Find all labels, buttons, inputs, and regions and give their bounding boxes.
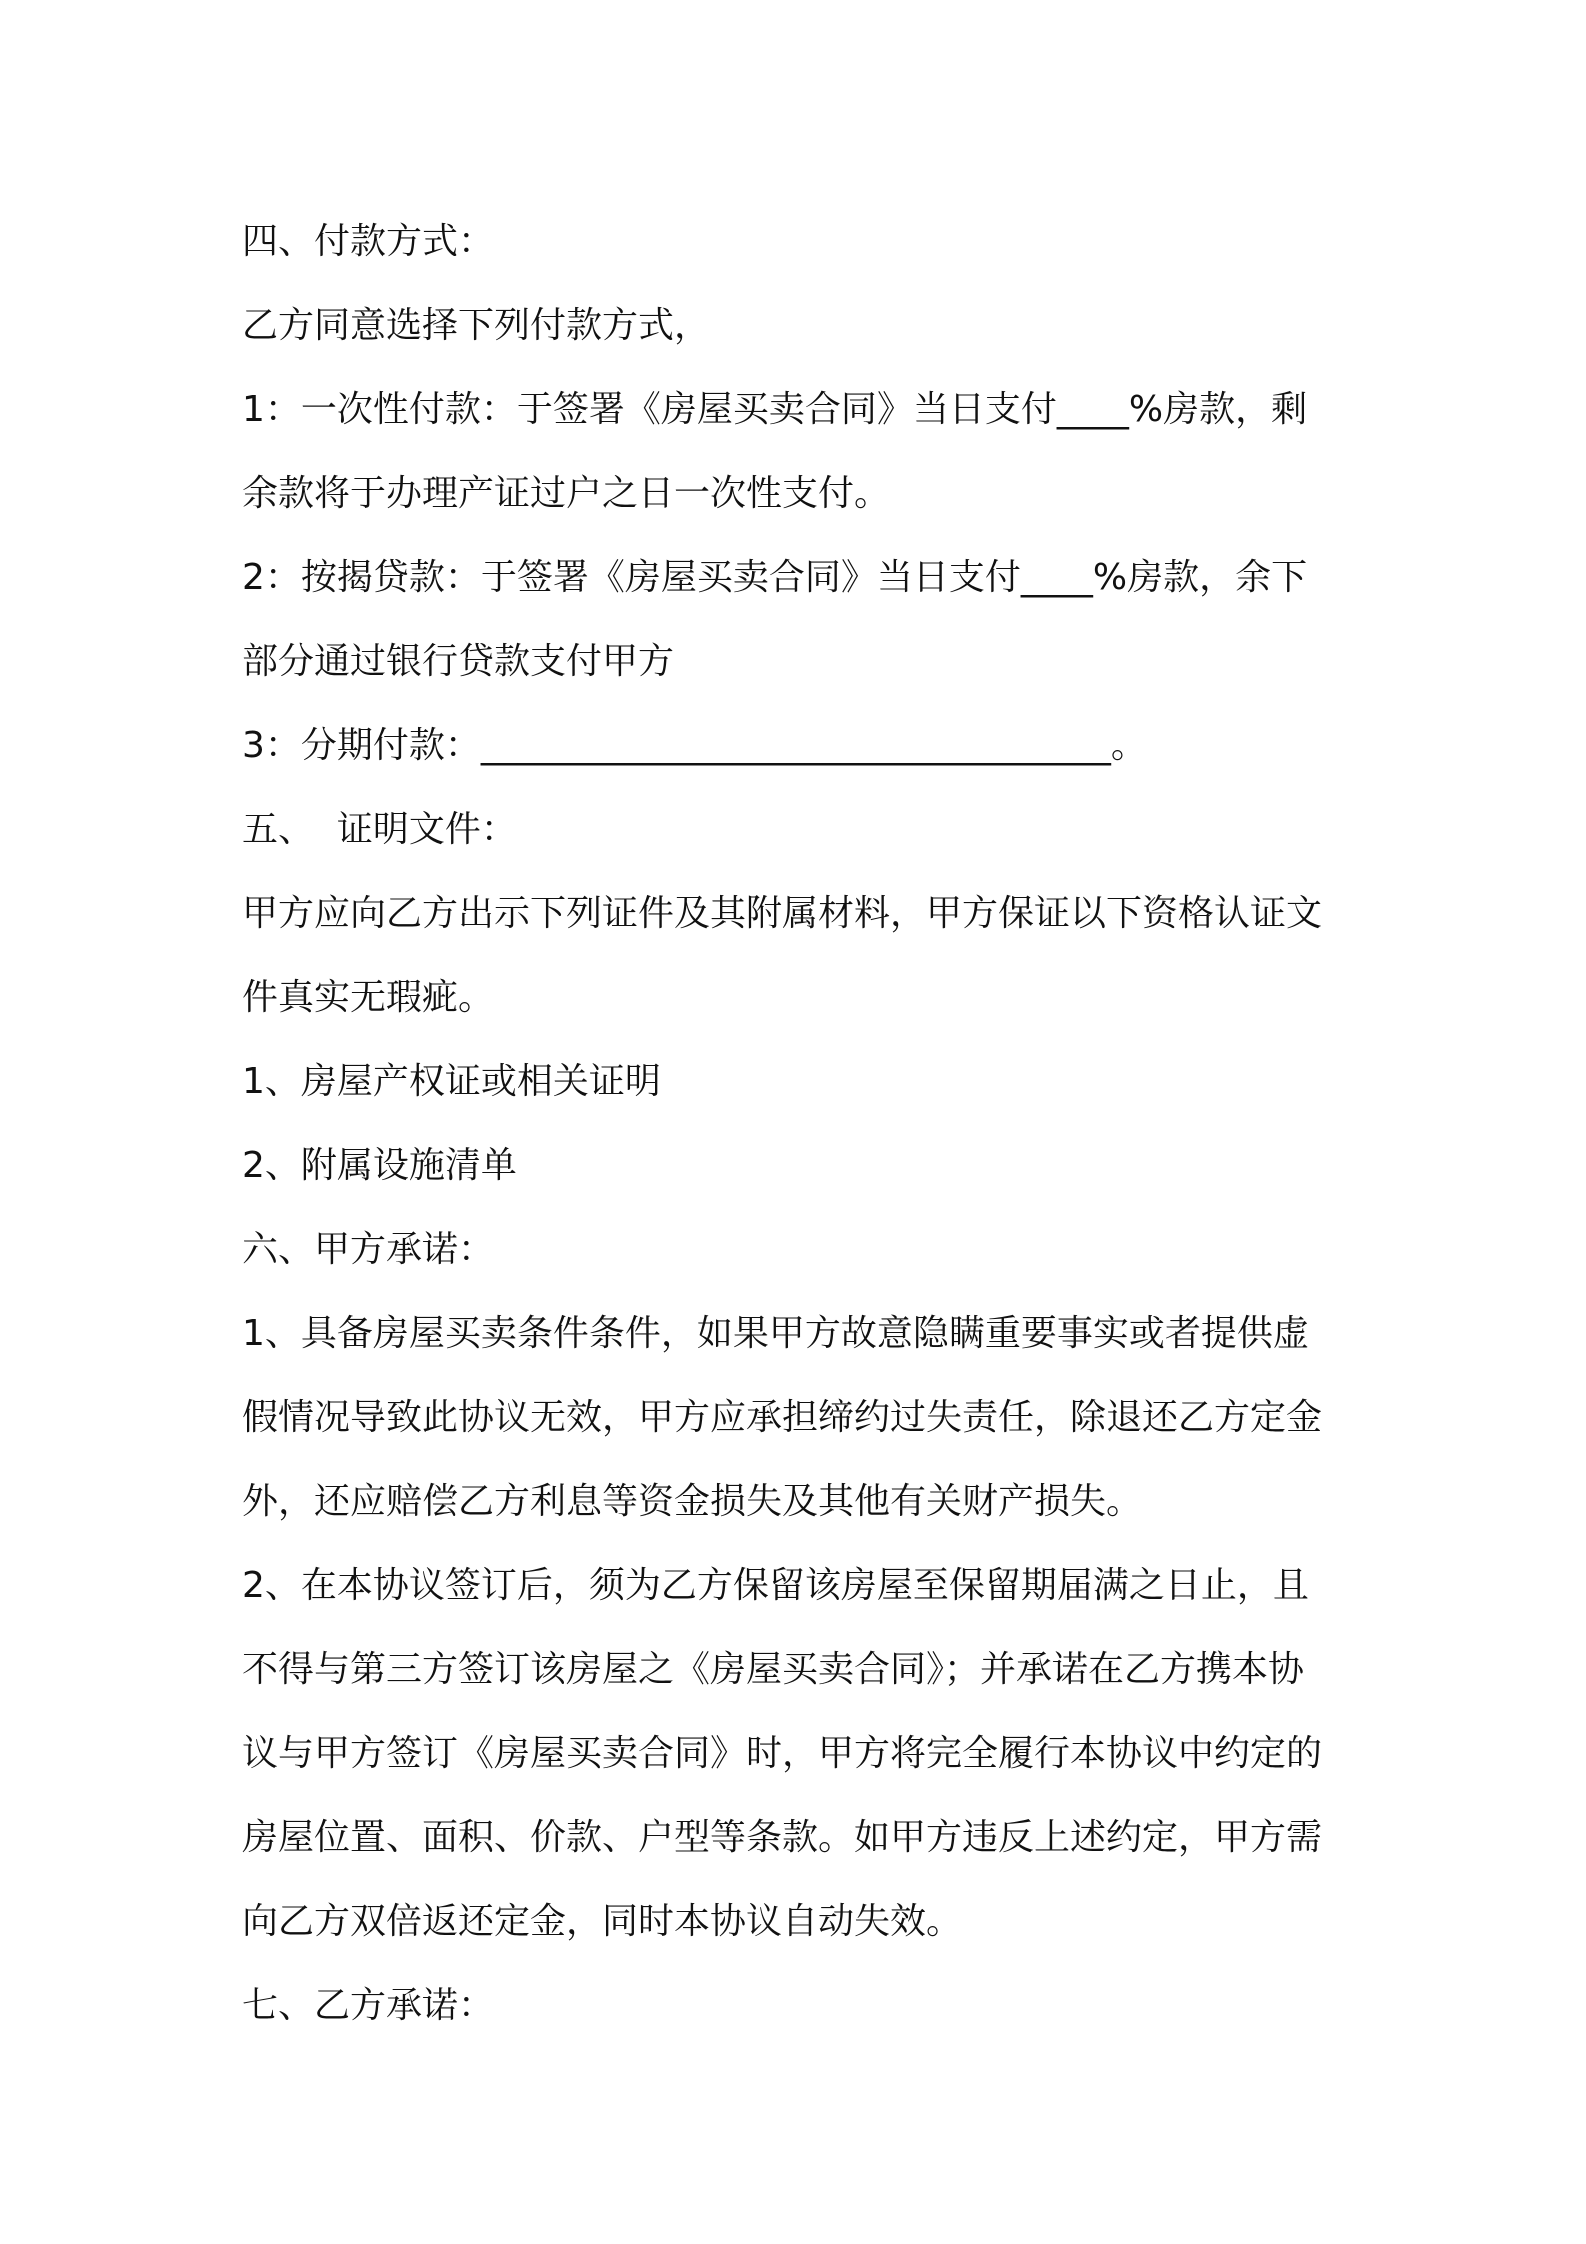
- section-heading-payment-method: 四、付款方式：: [242, 221, 495, 262]
- payment-option-mortgage: 2：按揭贷款：于签署《房屋买卖合同》当日支付____%房款，余下: [242, 557, 1308, 598]
- section-heading-certificates: 五、 证明文件：: [242, 809, 517, 850]
- paragraph-line: 2、在本协议签订后，须为乙方保留该房屋至保留期届满之日止，且: [242, 1565, 1309, 1606]
- paragraph-line: 议与甲方签订《房屋买卖合同》时，甲方将完全履行本协议中约定的: [242, 1733, 1323, 1774]
- section-heading-party-a-commitment: 六、甲方承诺：: [242, 1229, 495, 1270]
- paragraph-line: 假情况导致此协议无效，甲方应承担缔约过失责任，除退还乙方定金: [242, 1397, 1323, 1438]
- paragraph-line: 外，还应赔偿乙方利息等资金损失及其他有关财产损失。: [242, 1481, 1143, 1522]
- paragraph-line: 房屋位置、面积、价款、户型等条款。如甲方违反上述约定，甲方需: [242, 1817, 1323, 1858]
- payment-option-installment: 3：分期付款：___________________________________。: [242, 725, 1147, 766]
- paragraph-line: 向乙方双倍返还定金，同时本协议自动失效。: [242, 1901, 963, 1942]
- payment-option-lump-sum: 1：一次性付款：于签署《房屋买卖合同》当日支付____%房款，剩: [242, 389, 1308, 430]
- paragraph-line: 部分通过银行贷款支付甲方: [242, 641, 675, 682]
- section-heading-party-b-commitment: 七、乙方承诺：: [242, 1985, 495, 2026]
- paragraph-line: 件真实无瑕疵。: [242, 977, 495, 1018]
- paragraph-line: 不得与第三方签订该房屋之《房屋买卖合同》；并承诺在乙方携本协: [242, 1649, 1305, 1690]
- paragraph-line: 1、具备房屋买卖条件条件，如果甲方故意隐瞒重要事实或者提供虚: [242, 1313, 1309, 1354]
- document-body: [242, 200, 1362, 2048]
- list-item: 2、附属设施清单: [242, 1145, 517, 1186]
- list-item: 1、房屋产权证或相关证明: [242, 1061, 661, 1102]
- paragraph-line: 余款将于办理产证过户之日一次性支付。: [242, 473, 891, 514]
- paragraph-line: 乙方同意选择下列付款方式，: [242, 305, 711, 346]
- paragraph-line: 甲方应向乙方出示下列证件及其附属材料，甲方保证以下资格认证文: [242, 893, 1323, 934]
